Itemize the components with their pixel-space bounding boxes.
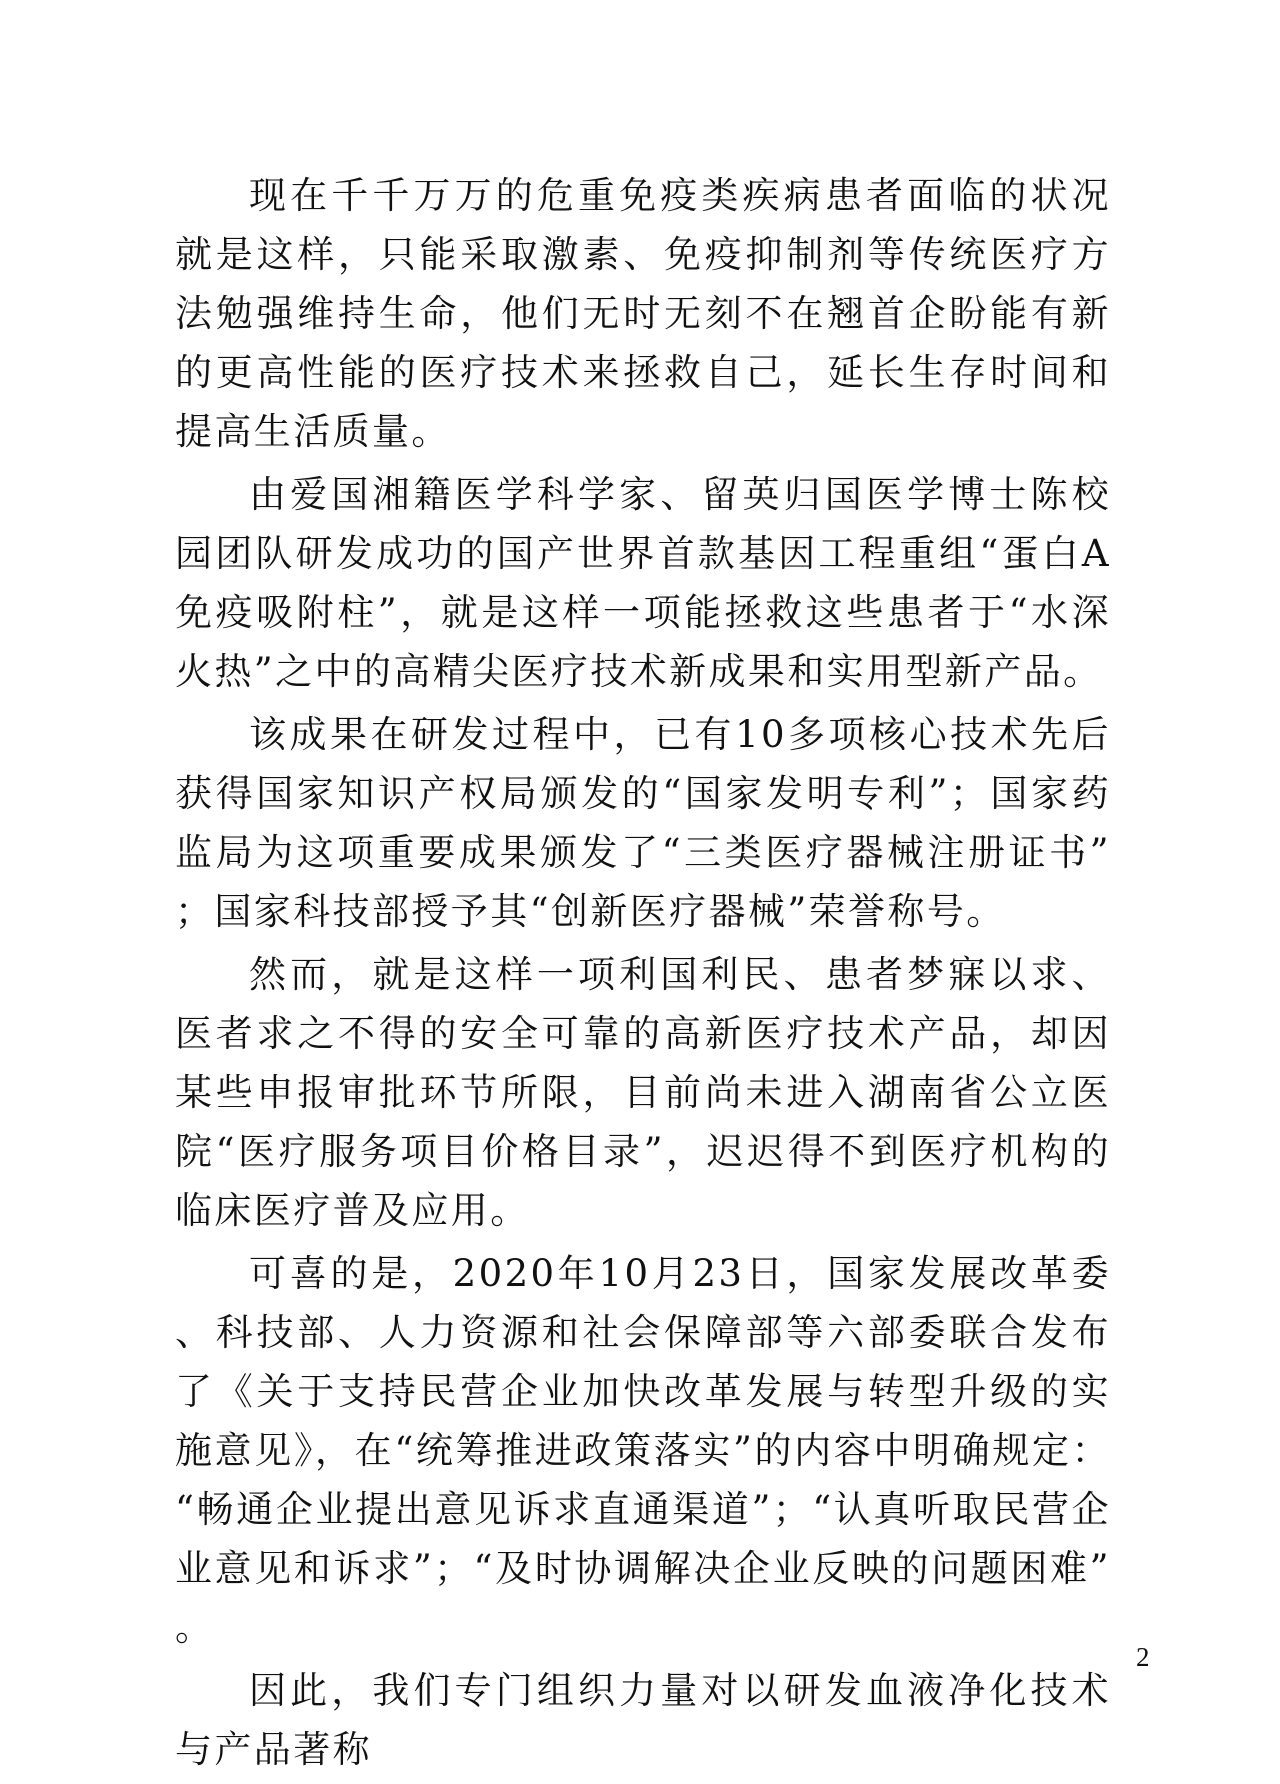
paragraph-6: 因此，我们专门组织力量对以研发血液净化技术与产品著称 bbox=[175, 1669, 1111, 1771]
paragraph-3: 该成果在研发过程中，已有10多项核心技术先后获得国家知识产权局颁发的“国家发明专利”；国家药监局为这项重要成果颁发了“三类医疗器械注册证书”；国家科技部授予其“创新医疗器械”荣誉称号。 bbox=[175, 713, 1111, 933]
paragraph-5: 可喜的是，2020年10月23日，国家发展改革委、科技部、人力资源和社会保障部等六部委联合发布了《关于支持民营企业加快改革发展与转型升级的实施意见》，在“统筹推进政策落实”的内容中明确规定：“畅通企业提出意见诉求直通渠道”；“认真听取民营企业意见和诉求”；“及时协调解决企业反映的问题困难”。 bbox=[175, 1252, 1111, 1649]
body-text bbox=[175, 166, 1111, 1783]
page-number: 2 bbox=[1136, 1642, 1150, 1672]
paragraph-2: 由爱国湘籍医学科学家、留英归国医学博士陈校园团队研发成功的国产世界首款基因工程重组“蛋白A免疫吸附柱”，就是这样一项能拯救这些患者于“水深火热”之中的高精尖医疗技术新成果和实用型新产品。 bbox=[175, 473, 1111, 693]
paragraph-4: 然而，就是这样一项利国利民、患者梦寐以求、医者求之不得的安全可靠的高新医疗技术产品，却因某些申报审批环节所限，目前尚未进入湖南省公立医院“医疗服务项目价格目录”，迟迟得不到医疗机构的临床医疗普及应用。 bbox=[175, 953, 1111, 1232]
paragraph-1: 现在千千万万的危重免疫类疾病患者面临的状况就是这样，只能采取激素、免疫抑制剂等传统医疗方法勉强维持生命，他们无时无刻不在翘首企盼能有新的更高性能的医疗技术来拯救自己，延长生存时间和提高生活质量。 bbox=[175, 174, 1111, 453]
